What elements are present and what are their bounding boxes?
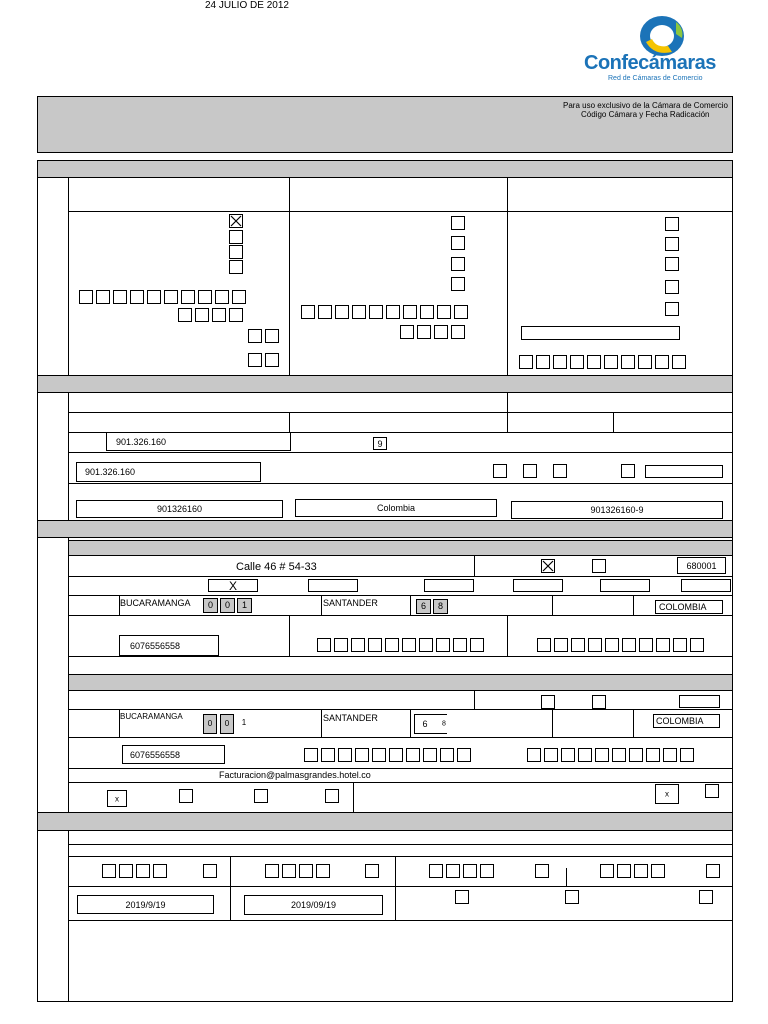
checkbox[interactable] bbox=[325, 789, 339, 803]
checkbox[interactable] bbox=[254, 789, 268, 803]
checkbox[interactable] bbox=[665, 217, 679, 231]
text-field[interactable] bbox=[521, 326, 680, 340]
text-field[interactable] bbox=[513, 579, 563, 592]
date-field[interactable]: 2019/09/19 bbox=[244, 895, 383, 915]
divider bbox=[68, 782, 733, 783]
divider bbox=[68, 920, 733, 921]
form-left-margin bbox=[68, 178, 69, 1002]
department-value: SANTANDER bbox=[323, 713, 378, 723]
checkbox[interactable] bbox=[621, 464, 635, 478]
checkbox[interactable] bbox=[699, 890, 713, 904]
checkbox[interactable] bbox=[665, 280, 679, 294]
country-field[interactable]: Colombia bbox=[295, 499, 497, 517]
country-field[interactable]: COLOMBIA bbox=[653, 714, 720, 728]
divider bbox=[507, 393, 508, 432]
x-mark-icon bbox=[230, 215, 242, 227]
divider bbox=[230, 856, 231, 920]
section-4-header bbox=[37, 812, 733, 831]
checkbox[interactable] bbox=[665, 302, 679, 316]
section-2-header bbox=[37, 375, 733, 393]
divider bbox=[119, 595, 120, 615]
divider bbox=[410, 595, 411, 615]
checkbox[interactable] bbox=[229, 260, 243, 274]
divider bbox=[507, 178, 508, 375]
phone-field[interactable]: 6076556558 bbox=[119, 635, 219, 656]
divider bbox=[552, 709, 553, 737]
city-code-digit[interactable]: 0 bbox=[203, 598, 218, 613]
divider bbox=[321, 709, 322, 737]
divider bbox=[68, 856, 733, 857]
checkbox[interactable] bbox=[535, 864, 549, 878]
checkbox-checked[interactable] bbox=[229, 214, 243, 228]
divider bbox=[289, 412, 290, 432]
date-field[interactable]: 2019/9/19 bbox=[77, 895, 214, 914]
checkbox[interactable] bbox=[179, 789, 193, 803]
checkbox[interactable] bbox=[229, 230, 243, 244]
digit-boxes[interactable] bbox=[527, 748, 697, 762]
digit-boxes[interactable] bbox=[178, 308, 246, 322]
city-value: BUCARAMANGA bbox=[120, 712, 183, 721]
nit-field-2[interactable]: 901.326.160 bbox=[76, 462, 261, 482]
digit-boxes[interactable] bbox=[248, 329, 282, 343]
divider bbox=[68, 768, 733, 769]
checkbox[interactable] bbox=[455, 890, 469, 904]
city-code-digit[interactable]: 0 bbox=[220, 598, 235, 613]
checkbox[interactable] bbox=[705, 784, 719, 798]
checkbox[interactable] bbox=[523, 464, 537, 478]
logo-tagline: Red de Cámaras de Comercio bbox=[608, 75, 703, 82]
digit-boxes[interactable] bbox=[102, 864, 170, 878]
chamber-use-line2: Código Cámara y Fecha Radicación bbox=[581, 110, 710, 119]
divider bbox=[68, 886, 733, 887]
section-3-header bbox=[37, 520, 733, 538]
postal-code-field[interactable]: 680001 bbox=[677, 557, 726, 574]
marked-checkbox[interactable]: x bbox=[107, 790, 127, 807]
checkbox[interactable] bbox=[592, 559, 606, 573]
subsection-header bbox=[68, 540, 733, 556]
section-1-header bbox=[37, 160, 733, 178]
divider bbox=[289, 615, 290, 656]
checkbox[interactable] bbox=[451, 216, 465, 230]
dept-code-digit[interactable]: 6 bbox=[416, 599, 431, 614]
id-field[interactable]: 901326160 bbox=[76, 500, 283, 518]
city-code-digit[interactable]: 1 bbox=[237, 714, 251, 734]
divider bbox=[353, 782, 354, 812]
city-value: BUCARAMANGA bbox=[120, 598, 191, 608]
text-field[interactable] bbox=[679, 695, 720, 708]
checkbox[interactable] bbox=[665, 237, 679, 251]
checkbox[interactable] bbox=[706, 864, 720, 878]
divider bbox=[119, 709, 120, 737]
city-code-digit[interactable]: 0 bbox=[203, 714, 217, 734]
nit-dv-field[interactable]: 901326160-9 bbox=[511, 501, 723, 519]
text-field[interactable] bbox=[645, 465, 723, 478]
checkbox[interactable] bbox=[565, 890, 579, 904]
digit-boxes[interactable] bbox=[400, 325, 468, 339]
checkbox[interactable] bbox=[592, 695, 606, 709]
text-field[interactable] bbox=[600, 579, 650, 592]
department-value: SANTANDER bbox=[323, 598, 378, 608]
text-field[interactable] bbox=[681, 579, 731, 592]
text-field[interactable] bbox=[308, 579, 358, 592]
divider bbox=[68, 615, 733, 616]
digit-boxes[interactable] bbox=[79, 290, 249, 304]
checkbox[interactable] bbox=[493, 464, 507, 478]
document-date: 24 JULIO DE 2012 bbox=[205, 0, 289, 11]
chamber-use-box bbox=[37, 96, 733, 153]
digit-boxes[interactable] bbox=[317, 638, 487, 652]
digit-boxes[interactable] bbox=[301, 305, 471, 319]
logo-text: Confecámaras bbox=[584, 52, 716, 74]
divider bbox=[633, 595, 634, 615]
chamber-use-line1: Para uso exclusivo de la Cámara de Comercio bbox=[563, 101, 728, 110]
address-value: Calle 46 # 54-33 bbox=[236, 561, 317, 573]
divider bbox=[613, 412, 614, 432]
divider bbox=[474, 556, 475, 576]
marked-field[interactable]: X bbox=[208, 579, 258, 592]
confecamaras-logo bbox=[584, 12, 734, 84]
divider bbox=[68, 656, 733, 657]
checkbox[interactable] bbox=[365, 864, 379, 878]
checkbox[interactable] bbox=[665, 257, 679, 271]
divider bbox=[410, 709, 411, 737]
text-field[interactable] bbox=[424, 579, 474, 592]
checkbox[interactable] bbox=[229, 245, 243, 259]
subsection-header bbox=[68, 674, 733, 691]
checkbox[interactable] bbox=[451, 257, 465, 271]
checkbox[interactable] bbox=[203, 864, 217, 878]
dept-code-field[interactable]: 6 8 bbox=[414, 714, 447, 734]
digit-boxes[interactable] bbox=[600, 864, 668, 878]
checkbox[interactable] bbox=[451, 236, 465, 250]
digit-boxes[interactable] bbox=[248, 353, 282, 367]
checkbox[interactable] bbox=[553, 464, 567, 478]
checkbox[interactable] bbox=[451, 277, 465, 291]
digit-boxes[interactable] bbox=[304, 748, 474, 762]
divider bbox=[68, 412, 733, 413]
divider bbox=[507, 615, 508, 656]
x-mark-icon bbox=[542, 560, 554, 572]
digit-boxes[interactable] bbox=[537, 638, 707, 652]
divider bbox=[68, 844, 733, 845]
divider bbox=[68, 452, 733, 453]
digit-boxes[interactable] bbox=[519, 355, 689, 369]
divider bbox=[68, 576, 733, 577]
checkbox[interactable] bbox=[541, 695, 555, 709]
checkbox-checked[interactable] bbox=[541, 559, 555, 573]
city-code-digit[interactable]: 0 bbox=[220, 714, 234, 734]
divider bbox=[68, 483, 733, 484]
divider bbox=[552, 595, 553, 615]
divider bbox=[633, 709, 634, 737]
email-value: Facturacion@palmasgrandes.hotel.co bbox=[219, 770, 371, 780]
phone-field[interactable]: 6076556558 bbox=[122, 745, 225, 764]
divider bbox=[474, 691, 475, 709]
city-code-digit[interactable]: 1 bbox=[237, 598, 252, 613]
divider bbox=[566, 868, 567, 886]
nit-field[interactable]: 901.326.160 bbox=[106, 432, 291, 451]
divider bbox=[68, 737, 733, 738]
divider bbox=[68, 211, 733, 212]
dept-code-digit[interactable]: 8 bbox=[433, 599, 448, 614]
digit-boxes[interactable] bbox=[429, 864, 497, 878]
country-field[interactable]: COLOMBIA bbox=[655, 600, 723, 614]
digit-boxes[interactable] bbox=[265, 864, 333, 878]
marked-checkbox[interactable]: x bbox=[655, 784, 679, 804]
divider bbox=[289, 178, 290, 375]
divider bbox=[321, 595, 322, 615]
divider bbox=[395, 856, 396, 920]
check-digit-field[interactable]: 9 bbox=[373, 437, 387, 450]
